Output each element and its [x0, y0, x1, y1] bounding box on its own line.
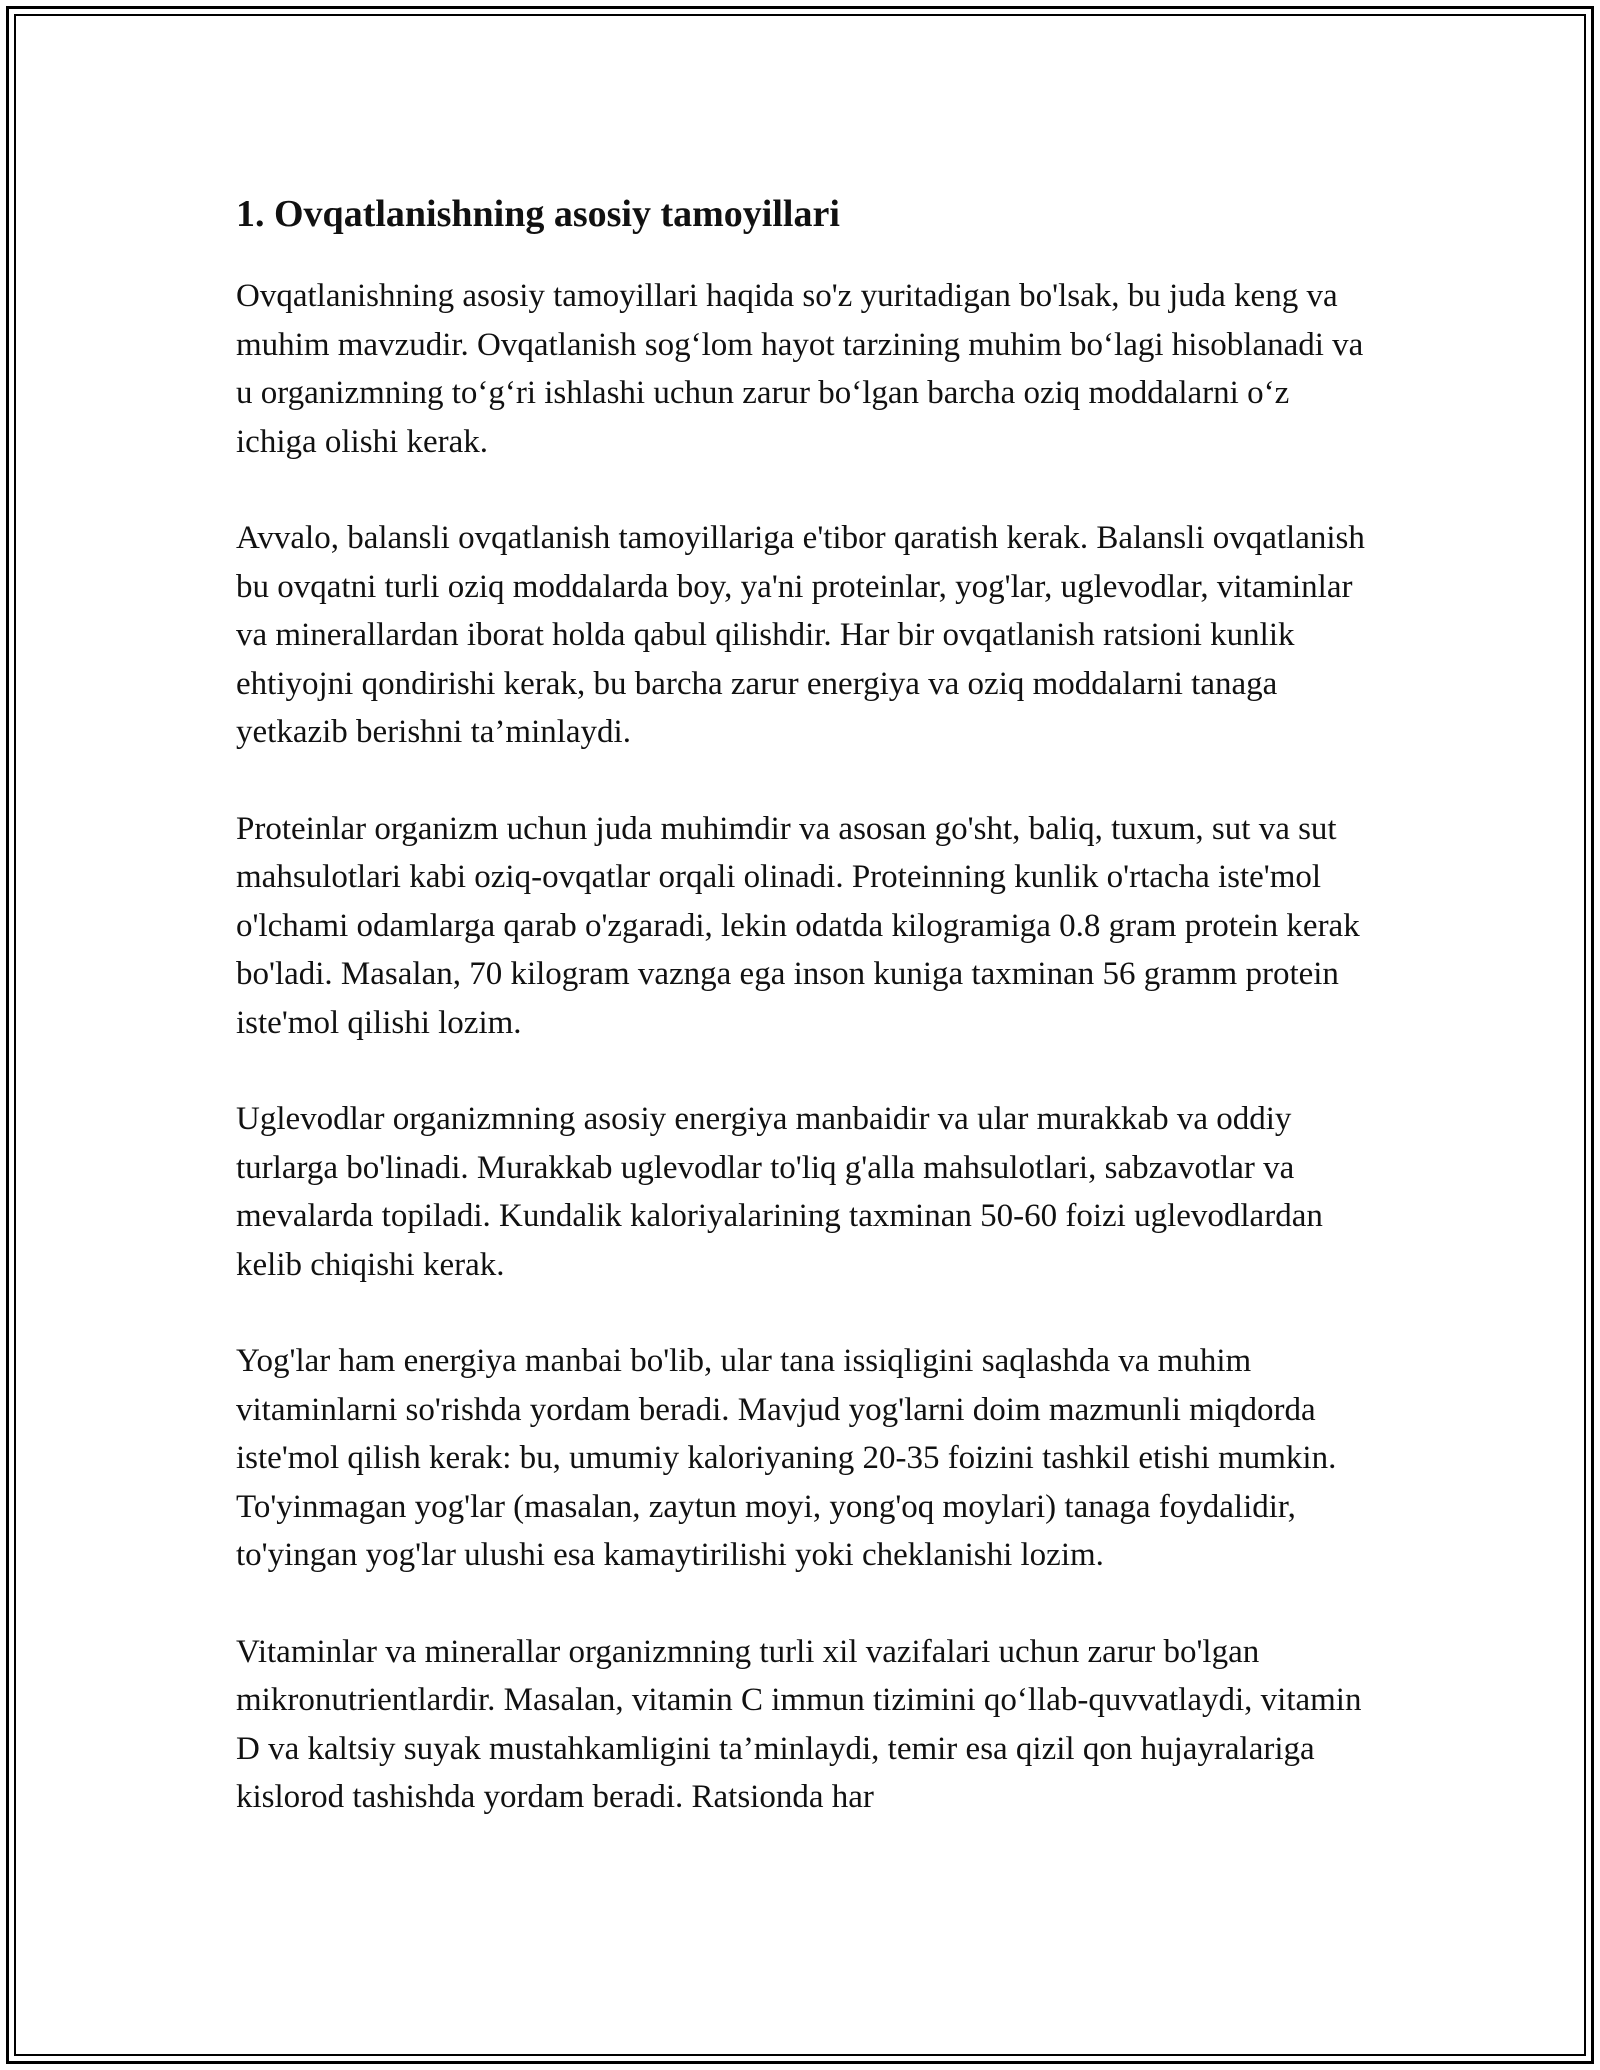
paragraph-balanced-nutrition: Avvalo, balansli ovqatlanish tamoyillariga e'tibor qaratish kerak. Balansli ovqatlanish bu ovqatni turli oziq moddalarda boy, ya'ni proteinlar, yog'lar, uglevodlar, vitaminlar va minerallardan iborat holda qabul qilishdir. Har bir ovqatlanish ratsioni kunlik ehtiyojni qondirishi kerak, bu barcha zarur energiya va oziq moddalarni tanaga yetkazib berishni ta’minlaydi.: [236, 520, 1365, 750]
paragraph-carbohydrates: Uglevodlar organizmning asosiy energiya manbaidir va ular murakkab va oddiy turlarga bo'linadi. Murakkab uglevodlar to'liq g'alla mahsulotlari, sabzavotlar va mevalarda topiladi. Kundalik kaloriyalarining taxminan 50-60 foizi uglevodlardan kelib chiqishi kerak.: [236, 1101, 1323, 1283]
paragraph-proteins: Proteinlar organizm uchun juda muhimdir va asosan go'sht, baliq, tuxum, sut va sut mahsulotlari kabi oziq-ovqatlar orqali olinadi. Proteinning kunlik o'rtacha iste'mol o'lchami odamlarga qarab o'zgaradi, lekin odatda kilogramiga 0.8 gram protein kerak bo'ladi. Masalan, 70 kilogram vaznga ega inson kuniga taxminan 56 gramm protein iste'mol qilishi lozim.: [236, 810, 1360, 1041]
paragraph-fats: Yog'lar ham energiya manbai bo'lib, ular tana issiqligini saqlashda va muhim vitaminlarni so'rishda yordam beradi. Mavjud yog'larni doim mazmunli miqdorda iste'mol qilish kerak: bu, umumiy kaloriyaning 20-35 foizini tashkil etishi mumkin. To'yinmagan yog'lar (masalan, zaytun moyi, yong'oq moylari) tanaga foydalidir, to'yingan yog'lar ulushi esa kamaytirilishi yoki cheklanishi lozim.: [236, 1343, 1337, 1573]
section-heading: 1. Ovqatlanishning asosiy tamoyillari: [236, 193, 840, 235]
paragraph-intro: Ovqatlanishning asosiy tamoyillari haqida so'z yuritadigan bo'lsak, bu juda keng va muhim mavzudir. Ovqatlanish sog‘lom hayot tarzining muhim bo‘lagi hisoblanadi va u organizmning to‘g‘ri ishlashi uchun zarur bo‘lgan barcha oziq moddalarni o‘z ichiga olishi kerak.: [236, 278, 1364, 460]
paragraph-vitamins-minerals: Vitaminlar va minerallar organizmning turli xil vazifalari uchun zarur bo'lgan mikronutrientlardir. Masalan, vitamin C immun tizimini qo‘llab-quvvatlaydi, vitamin D va kaltsiy suyak mustahkamligini ta’minlaydi, temir esa qizil qon hujayralariga kislorod tashishda yordam beradi. Ratsionda har: [236, 1633, 1362, 1815]
document-body: [236, 184, 1376, 1822]
